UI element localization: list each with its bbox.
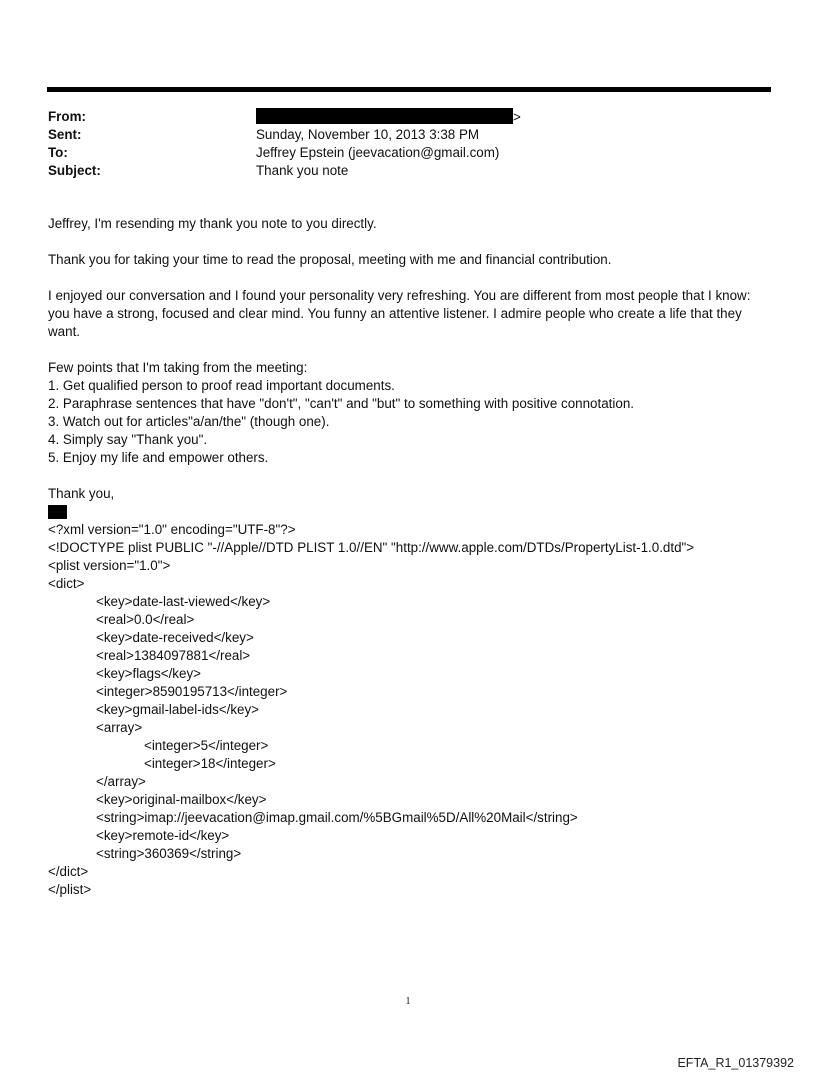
email-body [48,215,773,899]
document-id: EFTA_R1_01379392 [677,1056,794,1070]
xml-entry: <string>imap://jeevacation@imap.gmail.com/%5BGmail%5D/All%20Mail</string> [96,810,578,825]
page-number: 1 [405,996,411,1007]
points-intro: Few points that I'm taking from the meeting: [48,360,308,375]
sent-label: Sent: [48,127,82,142]
sent-value: Sunday, November 10, 2013 3:38 PM [256,127,480,142]
signature-redaction [48,505,67,519]
redaction-bar [256,108,513,124]
xml-array-item: <integer>18</integer> [144,756,276,771]
xml-entry: <key>flags</key> [96,666,201,681]
list-item: 3. Watch out for articles"a/an/the" (though one). [48,414,330,429]
xml-doctype: <!DOCTYPE plist PUBLIC "-//Apple//DTD PLIST 1.0//EN" "http://www.apple.com/DTDs/PropertyList-1.0.dtd"> [48,540,695,555]
xml-entry: <integer>8590195713</integer> [96,684,288,699]
from-value [256,108,521,126]
to-value: Jeffrey Epstein (jeevacation@gmail.com) [256,145,500,160]
xml-array-item: <integer>5</integer> [144,738,269,753]
subject-row [48,162,521,180]
plist-block [48,521,773,899]
xml-entry: <key>gmail-label-ids</key> [96,702,260,717]
dict-open: <dict> [48,576,85,591]
xml-entry: <key>date-last-viewed</key> [96,594,271,609]
list-item: 4. Simply say "Thank you". [48,432,208,447]
thanks-line: Thank you for taking your time to read the proposal, meeting with me and financial contribution. [48,252,612,267]
impression-paragraph [48,287,773,341]
paragraph-line: you have a strong, focused and clear mind. You funny an attentive listener. I admire people who create a life that they [48,306,742,321]
xml-entry: <key>original-mailbox</key> [96,792,267,807]
to-row [48,144,521,162]
xml-entry: <string>360369</string> [96,846,242,861]
xml-entry: <key>remote-id</key> [96,828,230,843]
list-item: 1. Get qualified person to proof read important documents. [48,378,395,393]
to-label: To: [48,145,68,160]
points-list [48,359,773,467]
sent-row [48,126,521,144]
subject-value: Thank you note [256,163,349,178]
list-item: 2. Paraphrase sentences that have "don't", "can't" and "but" to something with positive connotation. [48,396,634,411]
top-rule [47,87,771,92]
from-label: From: [48,109,86,124]
list-item: 5. Enjoy my life and empower others. [48,450,269,465]
xml-declaration: <?xml version="1.0" encoding="UTF-8"?> [48,522,296,537]
xml-entry: <key>date-received</key> [96,630,254,645]
xml-entry: <real>0.0</real> [96,612,195,627]
from-suffix: > [513,109,521,125]
from-row [48,108,521,126]
paragraph-line: want. [48,324,81,339]
signoff: Thank you, [48,486,115,501]
xml-entry: </array> [96,774,146,789]
plist-open: <plist version="1.0"> [48,558,171,573]
email-header [48,108,521,180]
paragraph-line: I enjoyed our conversation and I found your personality very refreshing. You are different from most people that I know: [48,288,751,303]
xml-entry: <array> [96,720,143,735]
greeting-line: Jeffrey, I'm resending my thank you note to you directly. [48,216,377,231]
dict-close: </dict> [48,864,89,879]
xml-entry: <real>1384097881</real> [96,648,251,663]
plist-close: </plist> [48,882,92,897]
subject-label: Subject: [48,163,101,178]
